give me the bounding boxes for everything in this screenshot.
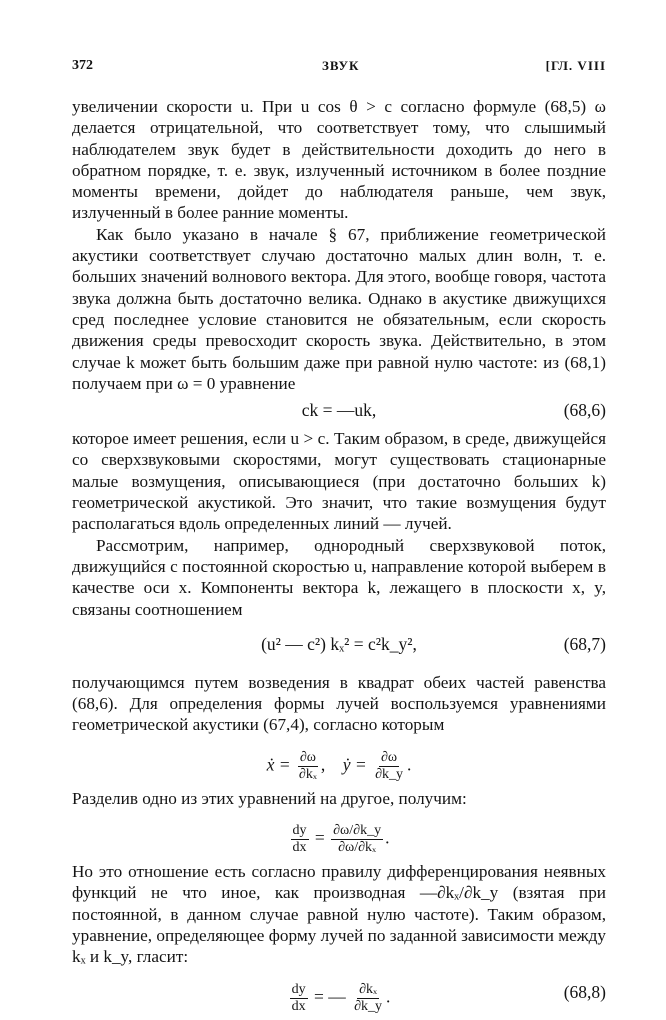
paragraph: увеличении скорости u. При u cos θ > c согласно формуле (68,5) ω делается отрицательной, что соответствует тому, что слышимый наблюдателем звук будет в действительности доходить до него в обратном порядке, т. е. звук, излученный источником в более поздние моменты времени, дойдет до наблюдателя раньше, чем звук, излученный в более ранние моменты. bbox=[72, 97, 606, 223]
denominator: dx bbox=[292, 840, 307, 856]
equation-tag: (68,6) bbox=[563, 400, 606, 421]
denominator: dx bbox=[291, 998, 306, 1014]
paragraph: Рассмотрим, например, однородный сверхзвуковой поток, движущийся с постоянной скоростью u, направление которой выберем в качестве оси x. Компоненты вектора k, лежащего в плоскости x, y, связаны соотношением bbox=[72, 535, 606, 619]
page-body bbox=[72, 96, 606, 1020]
equation-68-8 bbox=[72, 968, 606, 1020]
fraction bbox=[331, 823, 383, 856]
numerator: ∂kₓ bbox=[359, 981, 378, 997]
paragraph: получающимся путем возведения в квадрат обеих частей равенства (68,6). Для определения формы лучей воспользуемся уравнениями геометрической акустики (67,4), согласно которым bbox=[72, 672, 606, 735]
chapter-label: [ГЛ. VIII bbox=[545, 58, 606, 73]
fraction bbox=[373, 750, 405, 783]
paragraph: Но это отношение есть согласно правилу дифференцирования неявных функций не что иное, как производная —∂kₓ/∂k_y (взятая при постоянной, в данном случае равной нулю частоте). Таким образом, уравнение, определяющее форму лучей по заданной зависимости между kₓ и k_y, гласит: bbox=[72, 862, 606, 967]
equals-sign: = bbox=[314, 827, 325, 848]
equation-ratio bbox=[72, 809, 606, 861]
paragraph: Разделив одно из этих уравнений на другое, получим: bbox=[72, 788, 467, 808]
fraction bbox=[297, 750, 319, 783]
paragraph: Как было указано в начале § 67, приближение геометрической акустики соответствует случаю достаточно малых длин волн, т. е. больших значений волнового вектора. Для этого, вообще говоря, частота звука должна быть достаточно велика. Однако в акустике движущихся сред последнее условие становится не обязательным, если скорость движения среды превосходит скорость звука. Действительно, в этом случае k может быть большим даже при равной нулю частоте: из (68,1) получаем при ω = 0 уравнение bbox=[72, 224, 606, 393]
fraction bbox=[291, 823, 309, 856]
book-page bbox=[72, 58, 606, 1020]
numerator: dy bbox=[292, 823, 307, 839]
fraction bbox=[352, 982, 384, 1015]
period: . bbox=[385, 827, 390, 848]
denominator: ∂ω/∂kₓ bbox=[338, 840, 377, 856]
equation-rays bbox=[72, 736, 606, 788]
lhs-y: ẏ = bbox=[342, 754, 367, 775]
denominator: ∂k_y bbox=[375, 766, 404, 782]
equation-body: (u² — c²) kₓ² = c²k_y², bbox=[261, 633, 417, 654]
numerator: ∂ω/∂k_y bbox=[333, 823, 382, 839]
page-number: 372 bbox=[72, 58, 93, 73]
numerator: ∂ω bbox=[299, 749, 316, 765]
period: . bbox=[407, 754, 412, 775]
running-title: ЗВУК bbox=[322, 58, 360, 73]
equation-68-7 bbox=[72, 620, 606, 672]
numerator: ∂ω bbox=[381, 749, 398, 765]
equals-minus: = — bbox=[313, 986, 346, 1007]
equation-body bbox=[72, 750, 606, 783]
equation-tag: (68,8) bbox=[563, 981, 606, 1002]
period: . bbox=[386, 986, 391, 1007]
denominator: ∂kₓ bbox=[298, 766, 317, 782]
separator: , bbox=[320, 754, 326, 775]
paragraph: которое имеет решения, если u > c. Таким образом, в среде, движущейся со сверхзвуковыми скоростями, могут существовать стационарные малые возмущения, описывающиеся (при достаточно больших k) геометрической акустикой. Это значит, что такие возмущения будут располагаться вдоль определенных линий — лучей. bbox=[72, 429, 606, 534]
denominator: ∂k_y bbox=[354, 998, 383, 1014]
fraction bbox=[290, 982, 308, 1015]
equation-68-6 bbox=[72, 394, 606, 428]
equation-body: ck = —uk, bbox=[301, 400, 377, 421]
numerator: dy bbox=[291, 981, 306, 997]
equation-body bbox=[72, 823, 606, 856]
lhs-x: ẋ = bbox=[266, 754, 291, 775]
equation-body bbox=[72, 982, 606, 1015]
equation-tag: (68,7) bbox=[563, 633, 606, 654]
page-header bbox=[72, 58, 606, 82]
